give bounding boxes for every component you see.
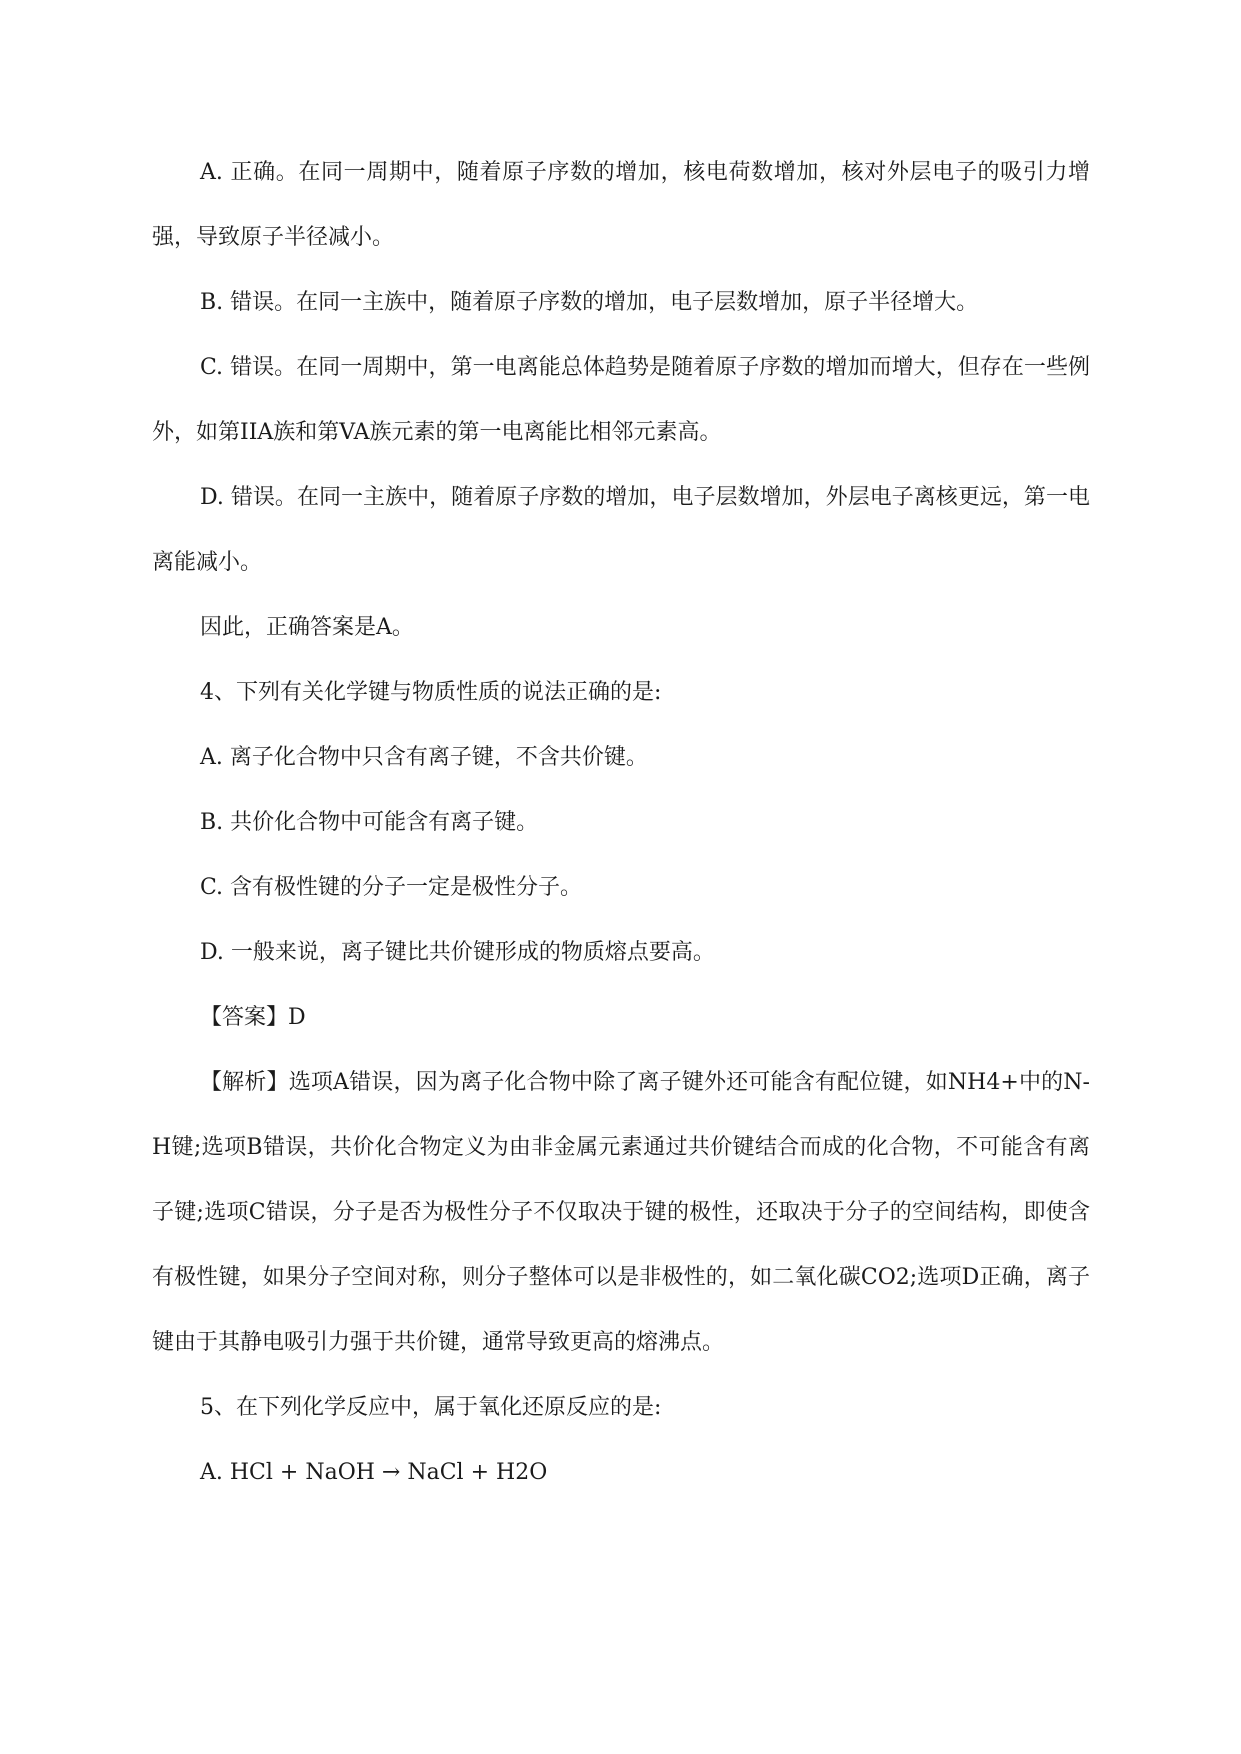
- question-4-stem: 4、下列有关化学键与物质性质的说法正确的是:: [200, 680, 662, 705]
- question-4-option-a: A. 离子化合物中只含有离子键，不含共价键。: [200, 745, 648, 770]
- option-c-explanation: C. 错误。在同一周期中，第一电离能总体趋势是随着原子序数的增加而增大，但存在一些例外，如第IIA族和第VA族元素的第一电离能比相邻元素高。: [152, 355, 1090, 445]
- question-5-option-a: A. HCl + NaOH → NaCl + H2O: [200, 1460, 548, 1485]
- question-4-answer: 【答案】D: [200, 1005, 306, 1030]
- question-4-option-c: C. 含有极性键的分子一定是极性分子。: [200, 875, 583, 900]
- question-4-analysis: 【解析】选项A错误，因为离子化合物中除了离子键外还可能含有配位键，如NH4+中的N-H键;选项B错误，共价化合物定义为由非金属元素通过共价键结合而成的化合物，不可能含有离子键;选项C错误，分子是否为极性分子不仅取决于键的极性，还取决于分子的空间结构，即使含有极性键，如果分子空间对称，则分子整体可以是非极性的，如二氧化碳CO2;选项D正确，离子键由于其静电吸引力强于共价键，通常导致更高的熔沸点。: [152, 1070, 1090, 1355]
- question-4-option-d: D. 一般来说，离子键比共价键形成的物质熔点要高。: [200, 940, 715, 965]
- option-b-explanation: B. 错误。在同一主族中，随着原子序数的增加，电子层数增加，原子半径增大。: [200, 290, 979, 315]
- conclusion-text: 因此，正确答案是A。: [200, 615, 414, 640]
- question-5-stem: 5、在下列化学反应中，属于氧化还原反应的是:: [200, 1395, 662, 1420]
- option-d-explanation: D. 错误。在同一主族中，随着原子序数的增加，电子层数增加，外层电子离核更远，第一电离能减小。: [152, 485, 1090, 575]
- option-a-explanation: A. 正确。在同一周期中，随着原子序数的增加，核电荷数增加，核对外层电子的吸引力增强，导致原子半径减小。: [152, 160, 1090, 250]
- document-body: [152, 140, 1090, 1505]
- question-4-option-b: B. 共价化合物中可能含有离子键。: [200, 810, 539, 835]
